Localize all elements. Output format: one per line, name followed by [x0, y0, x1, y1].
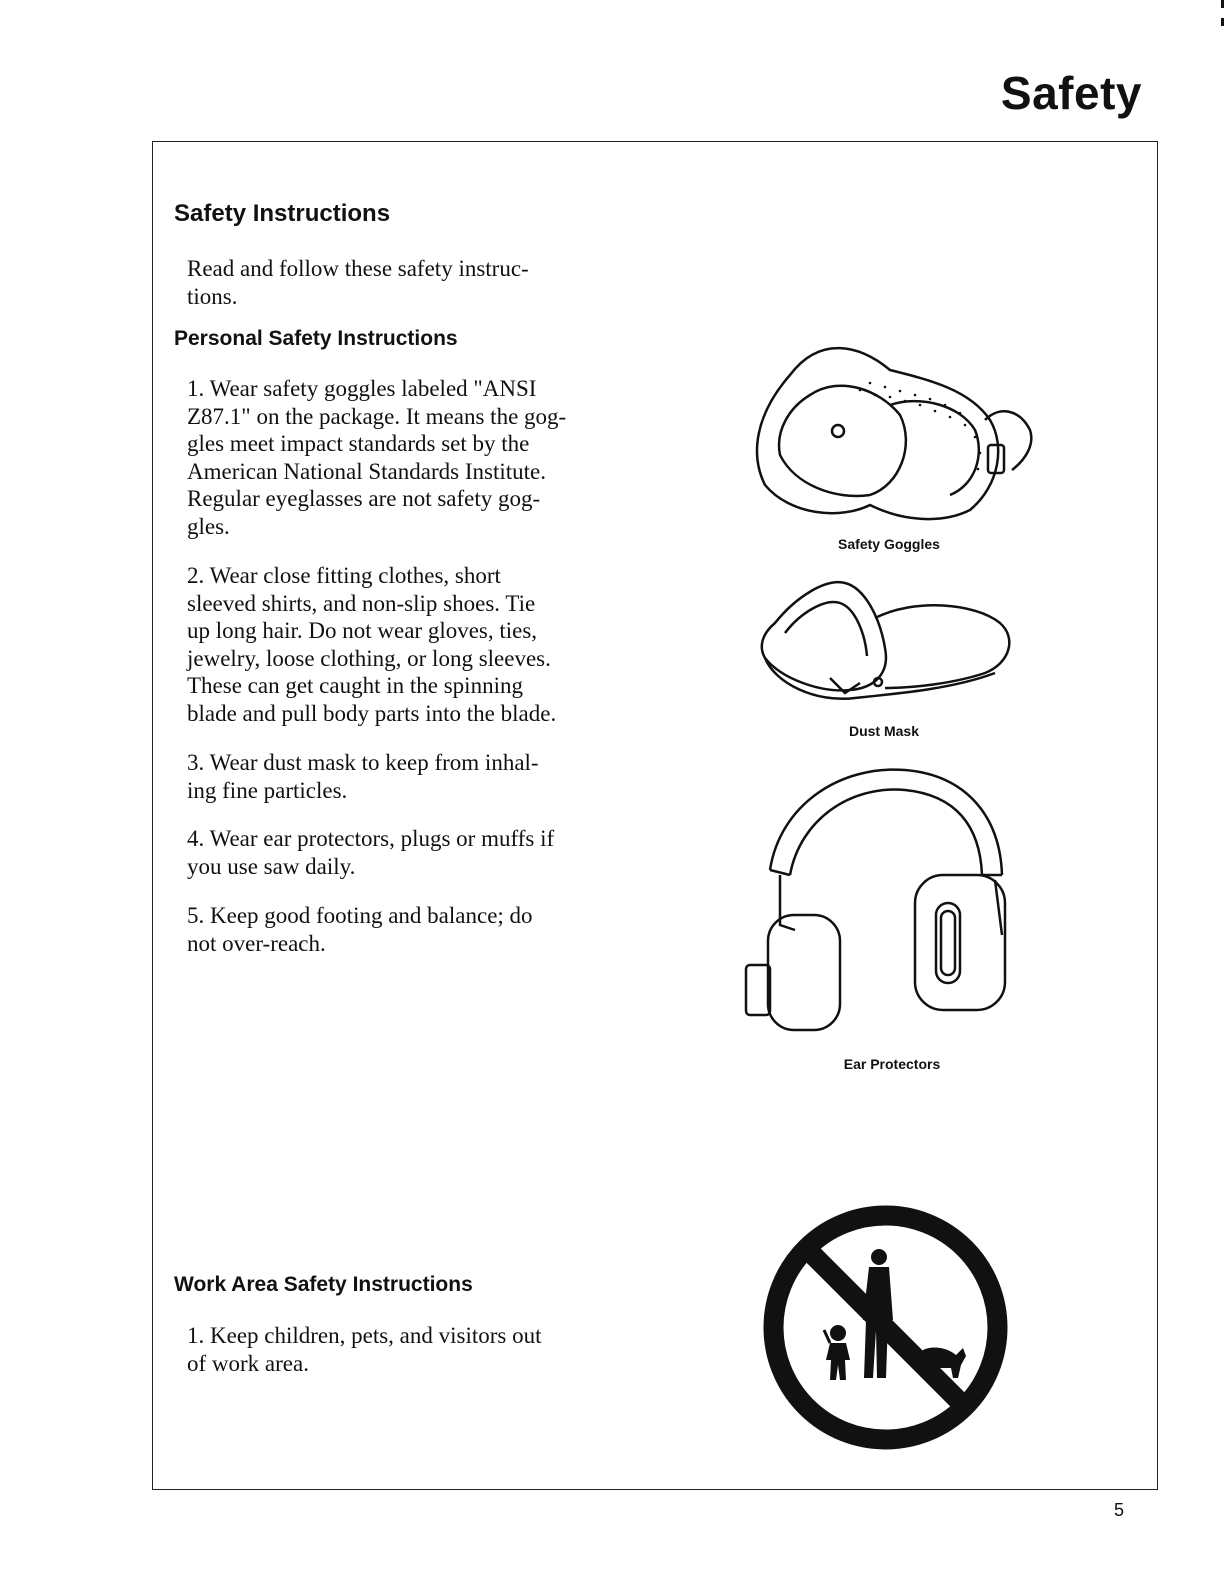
safety-goggles-illustration: [750, 335, 1040, 535]
page-title: Safety: [1000, 67, 1142, 119]
instruction-item: 4. Wear ear protectors, plugs or muffs if you use saw daily.: [187, 826, 555, 879]
intro-text: Read and follow these safety instruc- tions.: [187, 256, 529, 309]
personal-safety-heading: Personal Safety Instructions: [174, 327, 458, 350]
instruction-item: 5. Keep good footing and balance; do not over-reach.: [187, 903, 533, 956]
mask-caption: Dust Mask: [848, 723, 920, 739]
ear-protectors-illustration: [740, 765, 1020, 1045]
section-heading: Safety Instructions: [174, 200, 391, 227]
page-number: 5: [1113, 1500, 1124, 1520]
instruction-item: 3. Wear dust mask to keep from inhal- ing fine particles.: [187, 750, 539, 803]
dust-mask-illustration: [755, 578, 1020, 713]
goggles-caption: Safety Goggles: [838, 536, 940, 552]
instruction-item: 1. Wear safety goggles labeled "ANSI Z87.1" on the package. It means the gog- gles meet impact standards set by the American National Standards Institute. Regular eyeglasses are not safety gog- gles.: [187, 376, 567, 539]
instruction-item: 1. Keep children, pets, and visitors out of work area.: [187, 1323, 542, 1376]
no-children-pets-sign-icon: [758, 1200, 1013, 1455]
ear-caption: Ear Protectors: [843, 1056, 941, 1072]
work-area-heading: Work Area Safety Instructions: [174, 1273, 473, 1296]
instruction-item: 2. Wear close fitting clothes, short sleeved shirts, and non-slip shoes. Tie up long hair. Do not wear gloves, ties, jewelry, loose clothing, or long sleeves. These can get caught in the spinning blade and pull body parts into the blade.: [187, 563, 557, 726]
